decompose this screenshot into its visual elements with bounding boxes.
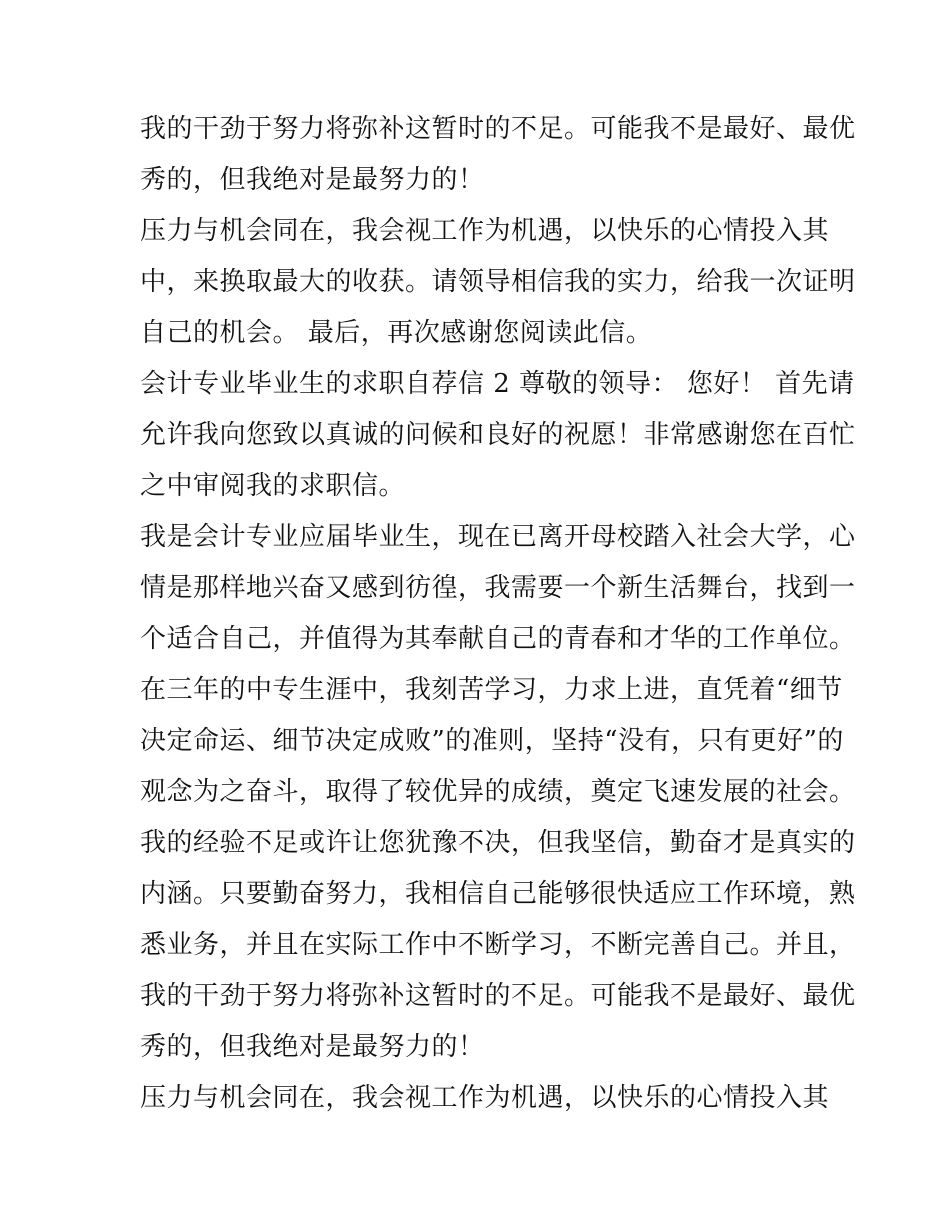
- text-line: 观念为之奋斗，取得了较优异的成绩，奠定飞速发展的社会。: [140, 777, 856, 807]
- text-line: 中，来换取最大的收获。请领导相信我的实力，给我一次证明: [140, 267, 856, 297]
- text-line: 我的干劲于努力将弥补这暂时的不足。可能我不是最好、最优: [140, 981, 856, 1011]
- text-line: 允许我向您致以真诚的问候和良好的祝愿！非常感谢您在百忙: [140, 420, 856, 450]
- text-line: 自己的机会。 最后，再次感谢您阅读此信。: [140, 318, 653, 348]
- text-line: 我的干劲于努力将弥补这暂时的不足。可能我不是最好、最优: [140, 114, 856, 144]
- document-body: [140, 104, 856, 1124]
- text-line: 之中审阅我的求职信。: [140, 471, 406, 501]
- text-line: 秀的，但我绝对是最努力的！: [140, 165, 485, 195]
- text-line: 在三年的中专生涯中，我刻苦学习，力求上进，直凭着“细节: [140, 675, 843, 705]
- text-line: 悉业务，并且在实际工作中不断学习，不断完善自己。并且，: [140, 930, 856, 960]
- text-line: 情是那样地兴奋又感到彷徨，我需要一个新生活舞台，找到一: [140, 573, 856, 603]
- text-line: 决定命运、细节决定成败”的准则，坚持“没有，只有更好”的: [140, 726, 844, 756]
- text-line: 秀的，但我绝对是最努力的！: [140, 1032, 485, 1062]
- text-line: 压力与机会同在，我会视工作为机遇，以快乐的心情投入其: [140, 1083, 830, 1113]
- text-line: 压力与机会同在，我会视工作为机遇，以快乐的心情投入其: [140, 216, 830, 246]
- text-line: 会计专业毕业生的求职自荐信 2 尊敬的领导： 您好！ 首先请: [140, 369, 855, 399]
- text-line: 个适合自己，并值得为其奉献自己的青春和才华的工作单位。: [140, 624, 856, 654]
- text-line: 我是会计专业应届毕业生，现在已离开母校踏入社会大学，心: [140, 522, 856, 552]
- text-line: 我的经验不足或许让您犹豫不决，但我坚信，勤奋才是真实的: [140, 828, 856, 858]
- text-line: 内涵。只要勤奋努力，我相信自己能够很快适应工作环境，熟: [140, 879, 856, 909]
